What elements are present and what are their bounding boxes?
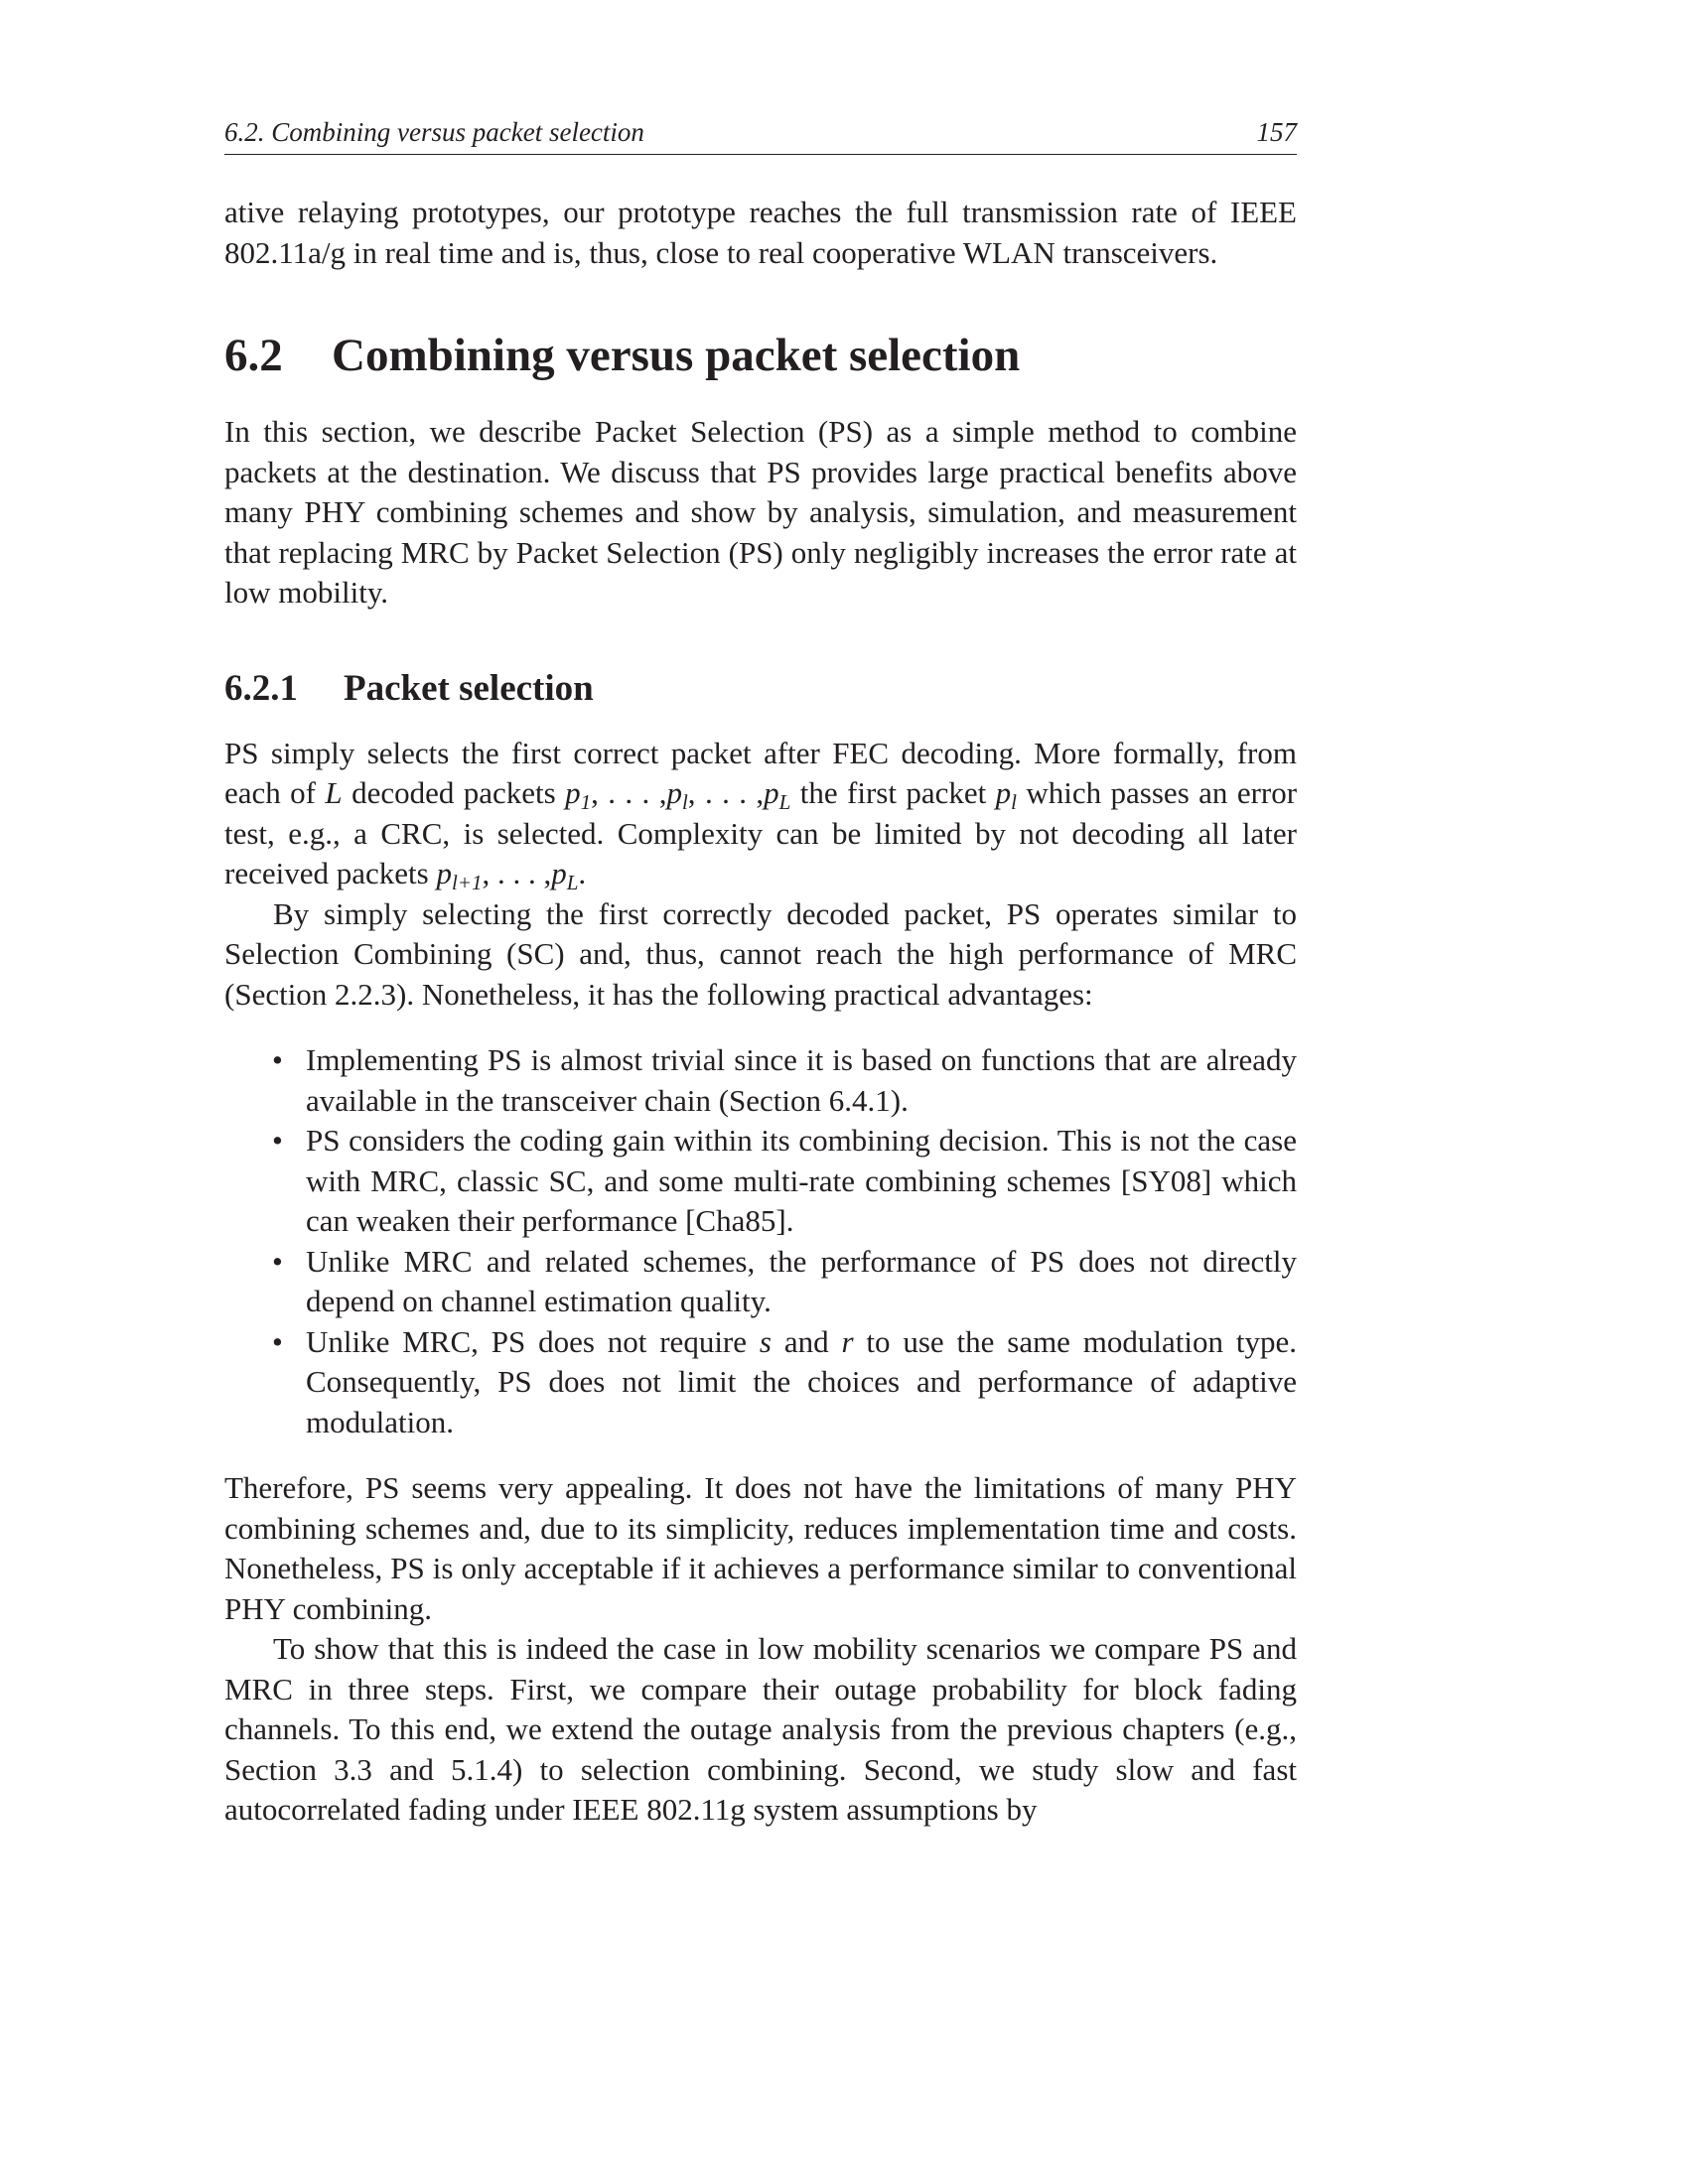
- var-L: L: [325, 775, 343, 810]
- math-p: p: [551, 856, 567, 890]
- running-header: [224, 117, 1297, 155]
- packet-selection-paragraph-1: [224, 734, 1297, 894]
- bullet-icon: •: [272, 1042, 283, 1077]
- list-item-text-2: and: [783, 1323, 829, 1359]
- subsection-title: Packet selection: [344, 667, 594, 709]
- math-sub: l: [681, 790, 688, 814]
- math-p: p: [565, 775, 581, 810]
- math-p: p: [436, 856, 452, 890]
- list-item: [272, 1040, 1297, 1121]
- math-period: .: [578, 856, 587, 890]
- subsection-number: 6.2.1: [224, 667, 298, 709]
- p1-text-2: decoded packets: [352, 775, 556, 810]
- section-title: Combining versus packet selection: [332, 330, 1021, 381]
- math-sub: L: [566, 871, 579, 894]
- math-sep: , . . . ,: [687, 775, 765, 810]
- math-sep: , . . . ,: [591, 775, 667, 810]
- math-sub: 1: [580, 790, 592, 814]
- list-item: [272, 1121, 1297, 1242]
- p1-text-3: the first packet: [799, 775, 987, 810]
- list-item: [272, 1242, 1297, 1322]
- math-p: p: [666, 775, 682, 810]
- var-s: s: [759, 1323, 772, 1359]
- list-item: [272, 1322, 1297, 1443]
- bullet-icon: •: [272, 1123, 283, 1158]
- list-item-text: Unlike MRC and related schemes, the performance of PS does not directly depend on channel estimation quality.: [306, 1243, 1297, 1318]
- later-packet-sequence: [436, 856, 587, 894]
- page-number: 157: [1256, 117, 1297, 147]
- section-paragraph: In this section, we describe Packet Selection (PS) as a simple method to combine packets at the destination. We discuss that PS provides large practical benefits above many PHY combining schemes and show by analysis, simulation, and measurement that replacing MRC by Packet Selection (PS) only negligibly increases the error rate at low mobility.: [224, 414, 1297, 610]
- packet-pl: [995, 775, 1017, 814]
- packet-selection-paragraph-2: By simply selecting the first correctly decoded packet, PS operates similar to Selection Combining (SC) and, thus, cannot reach the high performance of MRC (Section 2.2.3). Nonetheless, it has the following practical advantages:: [224, 895, 1297, 1012]
- packet-selection-paragraph-3: Therefore, PS seems very appealing. It does not have the limitations of many PHY combining schemes and, due to its simplicity, reduces implementation time and costs. Nonetheless, PS is only acceptable if it achieves a performance similar to conventional PHY combining.: [224, 1470, 1297, 1626]
- advantages-list: [224, 1040, 1297, 1442]
- subsection-heading: [224, 667, 1297, 710]
- p1-text-4: which passes an error test, e.g., a CRC, is selected. Complexity can be limited by not decoding all later received packets: [224, 775, 1298, 890]
- list-item-text: Implementing PS is almost trivial since it is based on functions that are already available in the transceiver chain (Section 6.4.1).: [306, 1042, 1297, 1118]
- math-p: p: [995, 775, 1012, 810]
- math-p: p: [764, 775, 779, 810]
- math-sub: l+1: [451, 871, 483, 894]
- running-header-title: 6.2. Combining versus packet selection: [224, 117, 644, 147]
- bullet-icon: •: [272, 1243, 283, 1279]
- section-number: 6.2: [224, 330, 283, 381]
- bullet-icon: •: [272, 1323, 283, 1359]
- list-item-text-1: Unlike MRC, PS does not require: [306, 1323, 748, 1359]
- section-heading: [224, 329, 1297, 382]
- list-item-text: PS considers the coding gain within its combining decision. This is not the case with MRC, classic SC, and some multi-rate combining schemes [SY08] which can weaken their performance [Cha85].: [306, 1123, 1297, 1238]
- p1-text-1: PS simply selects the first correct packet after FEC decoding. More formally, from each of: [224, 735, 1297, 810]
- packet-selection-paragraph-4: To show that this is indeed the case in low mobility scenarios we compare PS and MRC in three steps. First, we compare their outage probability for block fading channels. To this end, we extend the outage analysis from the previous chapters (e.g., Section 3.3 and 5.1.4) to selection combining. Second, we study slow and fast autocorrelated fading under IEEE 802.11g system assumptions by: [224, 1631, 1297, 1827]
- math-sub: l: [1011, 790, 1017, 814]
- var-r: r: [841, 1323, 854, 1359]
- page-content: [224, 117, 1297, 1831]
- intro-paragraph: ative relaying prototypes, our prototype reaches the full transmission rate of IEEE 802.11a/g in real time and is, thus, close to real cooperative WLAN transceivers.: [224, 195, 1297, 270]
- packet-sequence: [565, 775, 791, 814]
- math-sub: L: [778, 790, 791, 814]
- math-sep: , . . . ,: [482, 856, 552, 890]
- list-item-text-3: to use the same modulation type. Consequently, PS does not limit the choices and performance of adaptive modulation.: [306, 1323, 1297, 1439]
